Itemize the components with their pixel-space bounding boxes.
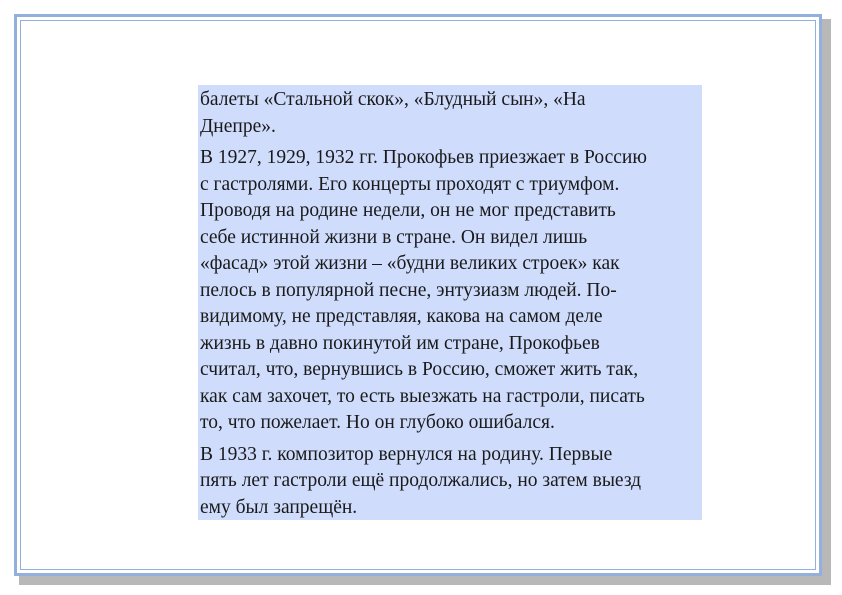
text-line: «фасад» этой жизни – «будни великих строек» как [200,253,620,274]
text-line: себе истинной жизни в стране. Он видел лишь [200,226,588,248]
text-line: с гастролями. Его концерты проходят с триумфом. [200,173,620,195]
text-box [198,85,702,520]
paragraph-1 [200,87,700,140]
text-line: то, что пожелает. Но он глубоко ошибался. [200,412,555,433]
text-line: как сам захочет, то есть выезжать на гастроли, писать [200,385,645,407]
text-line: Проводя на родине недели, он не мог представить [200,200,616,221]
text-line: пять лет гастроли ещё продолжались, но затем выезд [200,470,642,491]
text-line: ему был запрещён. [200,496,358,518]
text-line: балеты «Стальной скок», «Блудный сын», «На [200,89,586,110]
text-line: В 1933 г. композитор вернулся на родину. Первые [200,443,613,465]
text-line: считал, что, вернувшись в Россию, сможет жить так, [200,359,639,380]
text-line: жизнь в давно покинутой им стране, Прокофьев [200,332,600,354]
paragraph-2 [200,145,700,437]
text-line: В 1927, 1929, 1932 гг. Прокофьев приезжает в Россию [200,147,647,168]
text-line: видимому, не представляя, какова на самом деле [200,306,603,327]
paragraph-3 [200,442,700,522]
text-line: пелось в популярной песне, энтузиазм людей. По- [200,279,617,301]
text-line: Днепре». [200,115,276,137]
